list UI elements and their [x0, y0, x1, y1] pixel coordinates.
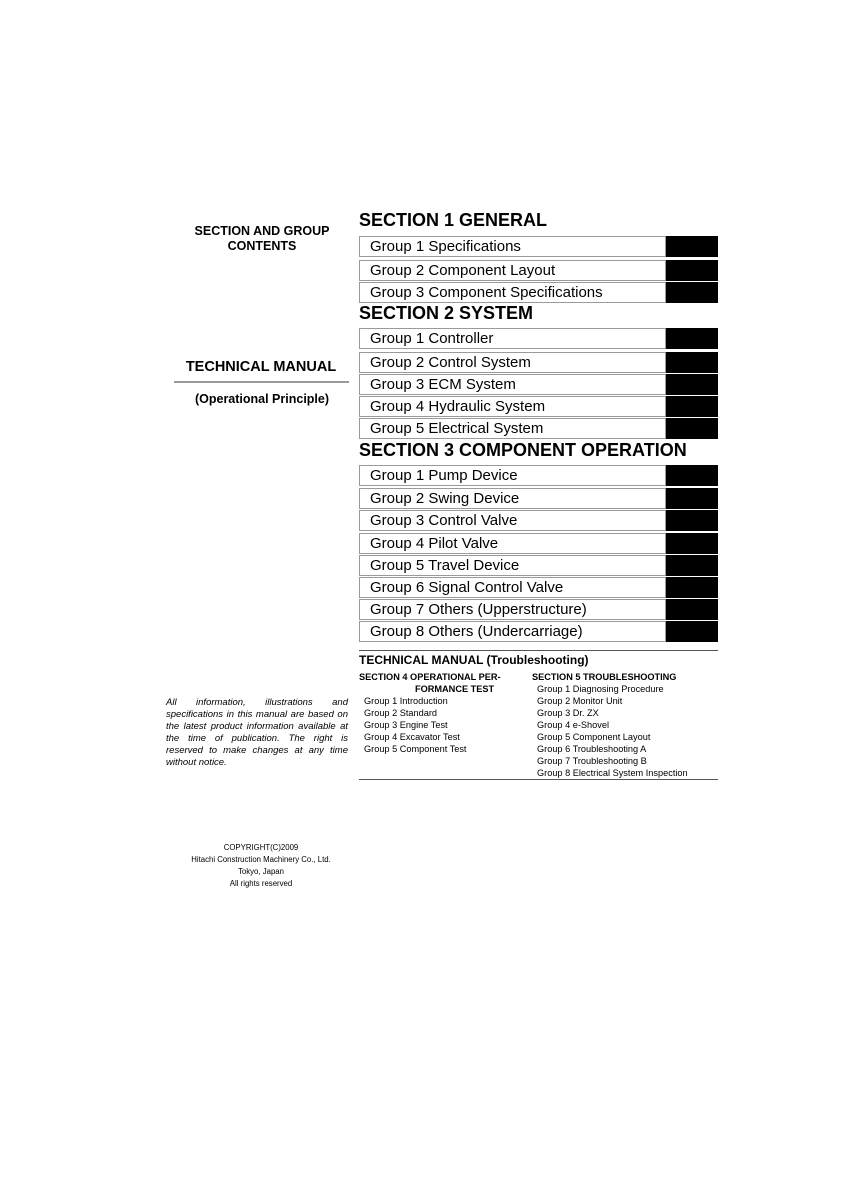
group-label: Group 4 Hydraulic System: [359, 396, 666, 417]
index-tab: [666, 418, 718, 439]
index-tab: [666, 465, 718, 486]
contents-title-line-2: CONTENTS: [227, 239, 297, 253]
group-label: Group 3 Component Specifications: [359, 282, 666, 303]
list-item[interactable]: Group 6 Troubleshooting A: [537, 744, 647, 754]
group-label: Group 2 Component Layout: [359, 260, 666, 281]
index-tab: [666, 374, 718, 395]
section-group-contents-title: [176, 224, 348, 254]
manual-subtitle: (Operational Principle): [194, 392, 330, 406]
list-item[interactable]: Group 8 Electrical System Inspection: [537, 768, 688, 778]
index-tab: [666, 510, 718, 531]
list-item[interactable]: Group 7 Troubleshooting B: [537, 756, 647, 766]
section-4-heading: SECTION 4 OPERATIONAL PER-: [359, 672, 501, 682]
index-tab: [666, 577, 718, 598]
group-row[interactable]: [359, 465, 718, 485]
publication-notice: All information, illustrations and specifications in this manual are based on the latest product information available at the time of publication. The right is reserved to make changes at any time without notice.: [166, 697, 348, 768]
index-tab: [666, 260, 718, 281]
contents-title-line-1: SECTION AND GROUP: [194, 224, 330, 238]
troubleshooting-bottom-rule: [359, 779, 718, 780]
group-row[interactable]: [359, 577, 718, 597]
index-tab: [666, 533, 718, 554]
section-2-title: SECTION 2 SYSTEM: [359, 303, 534, 323]
index-tab: [666, 555, 718, 576]
group-label: Group 2 Control System: [359, 352, 666, 373]
section-4-list: [359, 671, 501, 755]
group-label: Group 5 Electrical System: [359, 418, 666, 439]
list-item[interactable]: Group 2 Standard: [364, 708, 438, 718]
group-label: Group 8 Others (Undercarriage): [359, 621, 666, 642]
group-row[interactable]: [359, 396, 718, 416]
group-row[interactable]: [359, 621, 718, 641]
group-label: Group 1 Controller: [359, 328, 666, 349]
section-3-title: SECTION 3 COMPONENT OPERATION: [359, 440, 687, 460]
list-item[interactable]: Group 5 Component Test: [364, 744, 467, 754]
list-item[interactable]: Group 3 Engine Test: [364, 720, 448, 730]
group-label: Group 1 Specifications: [359, 236, 666, 257]
group-row[interactable]: [359, 533, 718, 553]
group-row[interactable]: [359, 328, 718, 348]
group-label: Group 7 Others (Upperstructure): [359, 599, 666, 620]
group-label: Group 2 Swing Device: [359, 488, 666, 509]
index-tab: [666, 328, 718, 349]
group-label: Group 4 Pilot Valve: [359, 533, 666, 554]
group-row[interactable]: [359, 260, 718, 280]
index-tab: [666, 488, 718, 509]
section-5-list: [532, 671, 688, 779]
group-label: Group 6 Signal Control Valve: [359, 577, 666, 598]
group-row[interactable]: [359, 488, 718, 508]
group-label: Group 1 Pump Device: [359, 465, 666, 486]
company-line: Hitachi Construction Machinery Co., Ltd.: [191, 855, 331, 864]
copyright-block: [176, 842, 346, 890]
group-row[interactable]: [359, 555, 718, 575]
section-5-heading: SECTION 5 TROUBLESHOOTING: [532, 672, 677, 682]
title-divider: [174, 381, 349, 383]
group-label: Group 3 Control Valve: [359, 510, 666, 531]
index-tab: [666, 352, 718, 373]
group-label: Group 3 ECM System: [359, 374, 666, 395]
section-4-heading-cont: FORMANCE TEST: [415, 684, 495, 694]
list-item[interactable]: Group 1 Introduction: [364, 696, 448, 706]
group-row[interactable]: [359, 374, 718, 394]
group-row[interactable]: [359, 352, 718, 372]
copyright-line: COPYRIGHT(C)2009: [223, 843, 299, 852]
location-line: Tokyo, Japan: [238, 867, 284, 876]
list-item[interactable]: Group 5 Component Layout: [537, 732, 651, 742]
group-label: Group 5 Travel Device: [359, 555, 666, 576]
rights-line: All rights reserved: [229, 879, 293, 888]
troubleshooting-top-rule: [359, 650, 718, 651]
technical-manual-title: TECHNICAL MANUAL: [185, 359, 337, 375]
index-tab: [666, 599, 718, 620]
list-item[interactable]: Group 3 Dr. ZX: [537, 708, 599, 718]
group-row[interactable]: [359, 282, 718, 302]
list-item[interactable]: Group 4 Excavator Test: [364, 732, 460, 742]
index-tab: [666, 621, 718, 642]
group-row[interactable]: [359, 510, 718, 530]
group-row[interactable]: [359, 599, 718, 619]
list-item[interactable]: Group 1 Diagnosing Procedure: [537, 684, 664, 694]
list-item[interactable]: Group 4 e-Shovel: [537, 720, 610, 730]
index-tab: [666, 236, 718, 257]
index-tab: [666, 396, 718, 417]
index-tab: [666, 282, 718, 303]
group-row[interactable]: [359, 236, 718, 256]
group-row[interactable]: [359, 418, 718, 438]
list-item[interactable]: Group 2 Monitor Unit: [537, 696, 623, 706]
troubleshooting-manual-title: TECHNICAL MANUAL (Troubleshooting): [359, 653, 589, 667]
section-1-title: SECTION 1 GENERAL: [359, 210, 548, 230]
